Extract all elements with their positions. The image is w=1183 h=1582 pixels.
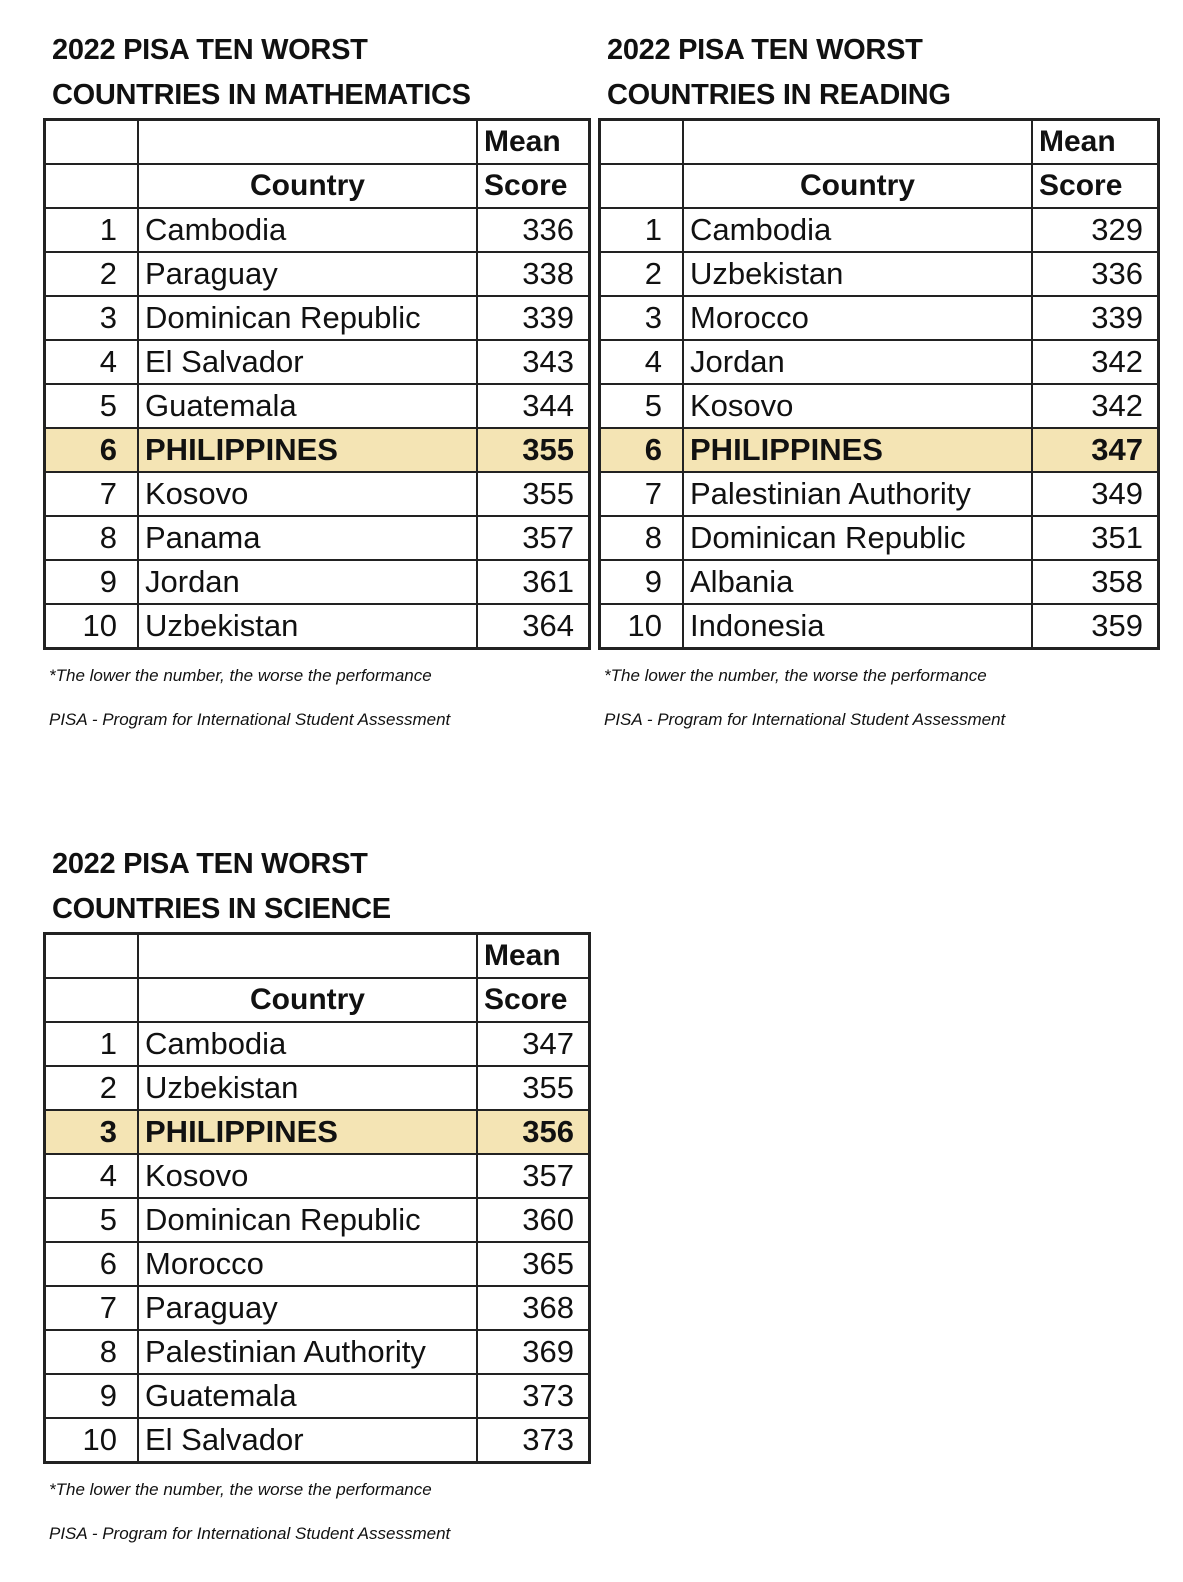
country-cell: Uzbekistan — [138, 1066, 477, 1110]
table-row — [45, 1198, 590, 1242]
score-cell: 329 — [1032, 208, 1159, 252]
country-cell: Albania — [683, 560, 1032, 604]
rank-cell: 8 — [45, 1330, 139, 1374]
rank-cell: 5 — [45, 384, 139, 428]
score-cell: 339 — [477, 296, 590, 340]
table-row — [600, 296, 1159, 340]
score-cell: 351 — [1032, 516, 1159, 560]
country-cell: Uzbekistan — [138, 604, 477, 649]
table-row — [600, 428, 1159, 472]
country-cell: PHILIPPINES — [683, 428, 1032, 472]
table-row — [45, 1330, 590, 1374]
science-panel — [43, 842, 591, 1544]
score-cell: 355 — [477, 428, 590, 472]
table-row — [600, 516, 1159, 560]
table-row — [45, 1242, 590, 1286]
table-row — [45, 1374, 590, 1418]
country-cell: Cambodia — [683, 208, 1032, 252]
header-blank — [683, 120, 1032, 165]
rank-cell: 3 — [45, 1110, 139, 1154]
header-score: Score — [1032, 164, 1159, 208]
rank-cell: 4 — [45, 340, 139, 384]
rank-cell: 7 — [600, 472, 684, 516]
table-row — [45, 604, 590, 649]
table-row — [45, 252, 590, 296]
mathematics-panel — [43, 28, 591, 730]
rank-cell: 2 — [45, 1066, 139, 1110]
rank-cell: 1 — [45, 1022, 139, 1066]
country-cell: Dominican Republic — [138, 296, 477, 340]
country-cell: Morocco — [683, 296, 1032, 340]
score-cell: 347 — [1032, 428, 1159, 472]
score-cell: 359 — [1032, 604, 1159, 649]
rank-cell: 2 — [600, 252, 684, 296]
table-row — [45, 208, 590, 252]
table-row — [45, 340, 590, 384]
table-row — [600, 472, 1159, 516]
country-cell: Jordan — [138, 560, 477, 604]
score-table — [598, 118, 1160, 650]
rank-cell: 5 — [600, 384, 684, 428]
rank-cell: 7 — [45, 472, 139, 516]
score-cell: 357 — [477, 1154, 590, 1198]
score-cell: 356 — [477, 1110, 590, 1154]
rank-cell: 4 — [600, 340, 684, 384]
score-cell: 336 — [477, 208, 590, 252]
header-mean: Mean — [477, 120, 590, 165]
rank-cell: 10 — [45, 604, 139, 649]
score-cell: 355 — [477, 1066, 590, 1110]
country-cell: Guatemala — [138, 384, 477, 428]
header-mean: Mean — [477, 934, 590, 979]
country-cell: Cambodia — [138, 208, 477, 252]
table-row — [45, 1066, 590, 1110]
country-cell: Dominican Republic — [683, 516, 1032, 560]
source-note: PISA - Program for International Student Assessment — [49, 1524, 451, 1543]
score-cell: 336 — [1032, 252, 1159, 296]
country-cell: Kosovo — [138, 1154, 477, 1198]
header-blank — [45, 120, 139, 165]
score-cell: 373 — [477, 1374, 590, 1418]
table-row — [45, 1418, 590, 1463]
header-row — [45, 934, 590, 979]
country-cell: PHILIPPINES — [138, 1110, 477, 1154]
country-cell: Indonesia — [683, 604, 1032, 649]
rank-cell: 3 — [45, 296, 139, 340]
score-cell: 343 — [477, 340, 590, 384]
country-cell: Palestinian Authority — [683, 472, 1032, 516]
country-cell: Uzbekistan — [683, 252, 1032, 296]
table-row — [600, 340, 1159, 384]
table-row — [45, 1022, 590, 1066]
table-row — [45, 428, 590, 472]
rank-cell: 6 — [45, 1242, 139, 1286]
header-mean: Mean — [1032, 120, 1159, 165]
table-row — [45, 384, 590, 428]
score-cell: 360 — [477, 1198, 590, 1242]
rank-cell: 9 — [45, 560, 139, 604]
score-cell: 369 — [477, 1330, 590, 1374]
country-cell: Kosovo — [138, 472, 477, 516]
score-cell: 364 — [477, 604, 590, 649]
table-row — [45, 1154, 590, 1198]
score-cell: 349 — [1032, 472, 1159, 516]
score-cell: 358 — [1032, 560, 1159, 604]
header-blank — [138, 934, 477, 979]
table-title-line1: 2022 PISA TEN WORST — [52, 34, 368, 66]
header-blank — [45, 978, 139, 1022]
table-row — [45, 560, 590, 604]
country-cell: Guatemala — [138, 1374, 477, 1418]
country-cell: PHILIPPINES — [138, 428, 477, 472]
header-score: Score — [477, 978, 590, 1022]
header-blank — [600, 120, 684, 165]
country-cell: Paraguay — [138, 252, 477, 296]
rank-cell: 9 — [600, 560, 684, 604]
country-cell: Palestinian Authority — [138, 1330, 477, 1374]
score-cell: 361 — [477, 560, 590, 604]
table-row — [45, 296, 590, 340]
rank-cell: 10 — [45, 1418, 139, 1463]
rank-cell: 8 — [600, 516, 684, 560]
rank-cell: 4 — [45, 1154, 139, 1198]
table-title-line1: 2022 PISA TEN WORST — [52, 848, 368, 880]
header-blank — [45, 934, 139, 979]
reading-panel — [598, 28, 1160, 730]
header-country: Country — [138, 978, 477, 1022]
rank-cell: 6 — [600, 428, 684, 472]
country-cell: El Salvador — [138, 340, 477, 384]
footnote: *The lower the number, the worse the performance — [49, 666, 432, 685]
header-blank — [138, 120, 477, 165]
score-cell: 368 — [477, 1286, 590, 1330]
header-country: Country — [138, 164, 477, 208]
header-country: Country — [683, 164, 1032, 208]
score-cell: 347 — [477, 1022, 590, 1066]
score-table — [43, 118, 591, 650]
footnote: *The lower the number, the worse the performance — [49, 1480, 432, 1499]
table-row — [600, 208, 1159, 252]
score-cell: 373 — [477, 1418, 590, 1463]
table-row — [45, 1286, 590, 1330]
rank-cell: 1 — [600, 208, 684, 252]
footnote: *The lower the number, the worse the performance — [604, 666, 987, 685]
table-row — [600, 560, 1159, 604]
country-cell: Morocco — [138, 1242, 477, 1286]
header-score: Score — [477, 164, 590, 208]
table-title-line2: COUNTRIES IN MATHEMATICS — [52, 79, 471, 111]
header-row — [600, 120, 1159, 165]
table-row — [45, 1110, 590, 1154]
score-cell: 355 — [477, 472, 590, 516]
header-blank — [600, 164, 684, 208]
country-cell: Dominican Republic — [138, 1198, 477, 1242]
score-cell: 365 — [477, 1242, 590, 1286]
table-row — [600, 252, 1159, 296]
table-row — [600, 384, 1159, 428]
rank-cell: 3 — [600, 296, 684, 340]
header-row — [45, 164, 590, 208]
country-cell: El Salvador — [138, 1418, 477, 1463]
table-title-line1: 2022 PISA TEN WORST — [607, 34, 923, 66]
country-cell: Panama — [138, 516, 477, 560]
score-cell: 342 — [1032, 384, 1159, 428]
table-title-line2: COUNTRIES IN READING — [607, 79, 951, 111]
score-cell: 344 — [477, 384, 590, 428]
source-note: PISA - Program for International Student Assessment — [49, 710, 451, 729]
table-row — [45, 472, 590, 516]
score-cell: 342 — [1032, 340, 1159, 384]
country-cell: Cambodia — [138, 1022, 477, 1066]
rank-cell: 10 — [600, 604, 684, 649]
rank-cell: 1 — [45, 208, 139, 252]
source-note: PISA - Program for International Student Assessment — [604, 710, 1006, 729]
score-cell: 339 — [1032, 296, 1159, 340]
score-cell: 357 — [477, 516, 590, 560]
rank-cell: 9 — [45, 1374, 139, 1418]
rank-cell: 8 — [45, 516, 139, 560]
rank-cell: 5 — [45, 1198, 139, 1242]
table-title-line2: COUNTRIES IN SCIENCE — [52, 893, 391, 925]
table-row — [600, 604, 1159, 649]
score-cell: 338 — [477, 252, 590, 296]
header-row — [600, 164, 1159, 208]
rank-cell: 6 — [45, 428, 139, 472]
header-row — [45, 120, 590, 165]
table-row — [45, 516, 590, 560]
country-cell: Paraguay — [138, 1286, 477, 1330]
rank-cell: 2 — [45, 252, 139, 296]
score-table — [43, 932, 591, 1464]
rank-cell: 7 — [45, 1286, 139, 1330]
country-cell: Jordan — [683, 340, 1032, 384]
header-blank — [45, 164, 139, 208]
header-row — [45, 978, 590, 1022]
country-cell: Kosovo — [683, 384, 1032, 428]
